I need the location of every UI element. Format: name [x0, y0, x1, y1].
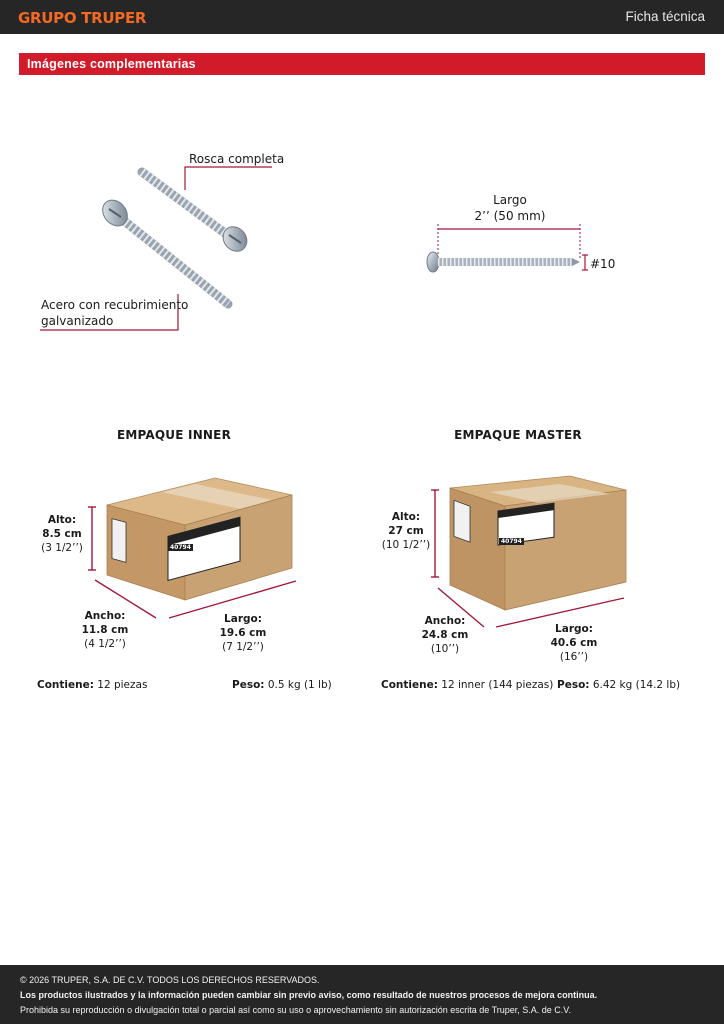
- inner-weight-value: 0.5 kg (1 lb): [264, 679, 332, 691]
- inner-height-imperial: (3 1/2’’): [41, 542, 83, 554]
- length-value: 2’’ (50 mm): [474, 209, 546, 223]
- inner-length-imperial: (7 1/2’’): [222, 641, 264, 653]
- inner-width-imperial: (4 1/2’’): [84, 638, 126, 650]
- master-length-imperial: (16’’): [559, 651, 589, 663]
- master-height-value: 27 cm: [388, 525, 424, 537]
- master-width-imperial: (10’’): [430, 643, 460, 655]
- master-weight-value: 6.42 kg (14.2 lb): [589, 679, 681, 691]
- inner-contents-value: 12 piezas: [93, 679, 148, 691]
- master-height-label: Alto:: [391, 511, 421, 523]
- inner-box-illustration: [80, 470, 320, 620]
- master-width-value: 24.8 cm: [421, 629, 469, 641]
- inner-length: [206, 612, 280, 654]
- inner-weight: [232, 679, 332, 691]
- section-title: Imágenes complementarias: [27, 57, 196, 71]
- footer-copyright: © 2026 TRUPER, S.A. DE C.V. TODOS LOS DERECHOS RESERVADOS.: [20, 975, 320, 985]
- footer-notice: Los productos ilustrados y la información pueden cambiar sin previo aviso, como resultado de nuestros procesos de mejora continua.: [20, 990, 598, 1000]
- master-weight-label: Peso:: [557, 679, 590, 691]
- master-height-imperial: (10 1/2’’): [381, 539, 431, 551]
- master-length-label: Largo:: [555, 623, 593, 635]
- inner-height-value: 8.5 cm: [42, 528, 82, 540]
- master-length: [536, 622, 612, 664]
- inner-height-label: Alto:: [47, 514, 77, 526]
- inner-contents: [37, 679, 147, 691]
- inner-height: [30, 513, 94, 555]
- inner-contents-label: Contiene:: [37, 679, 94, 691]
- master-title: EMPAQUE MASTER: [454, 428, 582, 442]
- screw-callout-lines: [0, 0, 724, 400]
- inner-width-label: Ancho:: [84, 610, 126, 622]
- document-type: Ficha técnica: [625, 9, 705, 24]
- inner-length-value: 19.6 cm: [219, 627, 267, 639]
- master-width-label: Ancho:: [424, 615, 466, 627]
- gauge-label: #10: [590, 257, 616, 271]
- master-width: [410, 614, 480, 656]
- material-callout-line2: galvanizado: [41, 314, 114, 328]
- master-height: [373, 510, 439, 552]
- master-contents-label: Contiene:: [381, 679, 438, 691]
- inner-weight-label: Peso:: [232, 679, 265, 691]
- inner-width: [72, 609, 138, 651]
- length-label: Largo: [493, 193, 527, 207]
- master-contents: [381, 679, 553, 691]
- thread-callout: Rosca completa: [189, 152, 285, 166]
- material-callout-line1: Acero con recubrimiento: [41, 298, 189, 312]
- inner-width-value: 11.8 cm: [81, 624, 129, 636]
- screw-side-view: [424, 248, 580, 276]
- inner-title: EMPAQUE INNER: [116, 428, 232, 442]
- master-length-value: 40.6 cm: [550, 637, 598, 649]
- master-contents-value: 12 inner (144 piezas): [437, 679, 554, 691]
- master-weight: [557, 679, 680, 691]
- brand-logo: GRUPO TRUPER: [18, 9, 147, 27]
- inner-length-label: Largo:: [224, 613, 262, 625]
- inner-box-code: 40794: [170, 544, 191, 551]
- footer-legal: Prohibida su reproducción o divulgación total o parcial así como su uso o aprovechamiento sin autorización escrita de Truper, S.A. de C.V.: [20, 1005, 571, 1015]
- footer: [0, 965, 724, 1024]
- master-box-code: 40794: [501, 538, 522, 545]
